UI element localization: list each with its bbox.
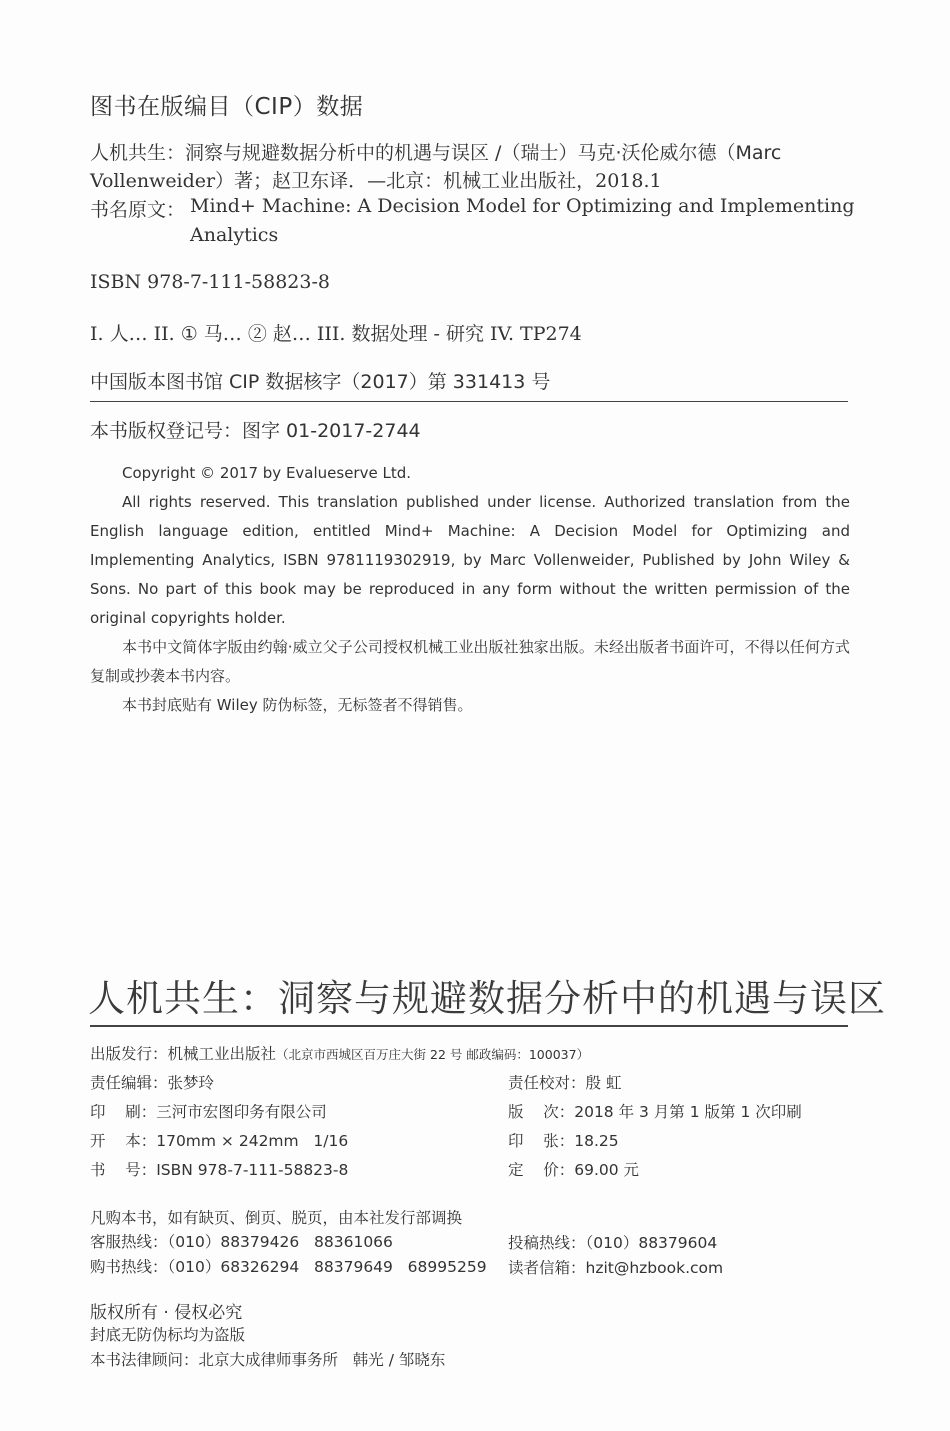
reader-email: 读者信箱：hzit@hzbook.com: [508, 1259, 724, 1277]
format-label: 开 本：: [90, 1132, 157, 1150]
cip-entry-line-2: Vollenweider）著；赵卫东译．—北京：机械工业出版社，2018.1: [90, 170, 662, 192]
edition-value: 2018 年 3 月第 1 版第 1 次印刷: [574, 1103, 802, 1121]
defect-notice: 凡购本书，如有缺页、倒页、脱页，由本社发行部调换: [90, 1209, 463, 1227]
rights-reserved: 版权所有 · 侵权必究: [90, 1303, 243, 1323]
submission-hotline: 投稿热线：（010）88379604: [508, 1234, 718, 1252]
editor-label: 责任编辑：: [90, 1074, 168, 1092]
cip-entry-line-1: 人机共生：洞察与规避数据分析中的机遇与误区 /（瑞士）马克·沃伦威尔德（Marc: [90, 142, 782, 164]
copyright-registration: 本书版权登记号：图字 01-2017-2744: [90, 420, 421, 442]
isbn-row: [90, 1158, 348, 1180]
copyright-line: Copyright © 2017 by Evalueserve Ltd.: [122, 464, 411, 482]
sheets-row: [508, 1129, 619, 1151]
cip-title: 图书在版编目（CIP）数据: [90, 94, 364, 120]
cip-subjects: I. 人… II. ① 马… ② 赵… III. 数据处理 - 研究 IV. TP274: [90, 323, 582, 345]
original-title-line-2: Analytics: [190, 224, 279, 246]
publisher-address: （北京市西城区百万庄大街 22 号 邮政编码：100037）: [276, 1047, 590, 1062]
original-title-label: 书名原文：: [90, 199, 186, 221]
price-row: [508, 1158, 639, 1180]
price-value: 69.00 元: [574, 1161, 640, 1179]
publisher-row: [90, 1042, 589, 1064]
chinese-rights-paragraph: 本书中文简体字版由约翰·威立父子公司授权机械工业出版社独家出版。未经出版者书面许可，不得以任何方式复制或抄袭本书内容。: [90, 638, 850, 685]
english-rights-paragraph: All rights reserved. This translation published under license. Authorized translation from the English language edition, entitled Mind+ Machine: A Decision Model for Optimizing and Implementing Analytics, ISBN 9781119302919, by Marc Vollenweider, Published by John Wiley & Sons. No part of this book may be reproduced in any form without the written permission of the original copyrights holder.: [90, 493, 850, 627]
isbn-label: 书 号：: [90, 1161, 157, 1179]
purchase-hotline: 购书热线：（010）68326294 88379649 68995259: [90, 1258, 487, 1276]
sheets-value: 18.25: [574, 1132, 619, 1150]
publisher-name: 机械工业出版社: [167, 1045, 277, 1063]
edition-row: [508, 1100, 802, 1122]
proofreader-row: [508, 1071, 621, 1093]
original-title-line-1: Mind+ Machine: A Decision Model for Optimizing and Implementing: [190, 195, 855, 217]
editor-row: [90, 1071, 214, 1093]
anti-piracy-notice: 封底无防伪标均为盗版: [90, 1326, 246, 1344]
publisher-label: 出版发行：: [90, 1045, 168, 1063]
printer-name: 三河市宏图印务有限公司: [156, 1103, 327, 1121]
edition-label: 版 次：: [508, 1103, 575, 1121]
divider: [90, 401, 848, 402]
legal-counsel: 本书法律顾问：北京大成律师事务所 韩光 / 邹晓东: [90, 1351, 446, 1369]
cip-number: 中国版本图书馆 CIP 数据核字（2017）第 331413 号: [90, 371, 551, 393]
proofreader-name: 殷 虹: [585, 1074, 622, 1092]
wiley-label-notice: 本书封底贴有 Wiley 防伪标签，无标签者不得销售。: [122, 696, 473, 714]
proofreader-label: 责任校对：: [508, 1074, 586, 1092]
format-value: 170mm × 242mm 1/16: [156, 1132, 349, 1150]
printer-row: [90, 1100, 327, 1122]
copyright-block: [90, 459, 850, 720]
price-label: 定 价：: [508, 1161, 575, 1179]
editor-name: 张梦玲: [167, 1074, 215, 1092]
book-title: 人机共生：洞察与规避数据分析中的机遇与误区: [88, 977, 886, 1020]
cip-isbn: ISBN 978-7-111-58823-8: [90, 271, 330, 293]
isbn-value: ISBN 978-7-111-58823-8: [156, 1161, 349, 1179]
service-hotline: 客服热线：（010）88379426 88361066: [90, 1233, 393, 1251]
format-row: [90, 1129, 348, 1151]
printer-label: 印 刷：: [90, 1103, 157, 1121]
sheets-label: 印 张：: [508, 1132, 575, 1150]
title-divider: [90, 1025, 848, 1027]
